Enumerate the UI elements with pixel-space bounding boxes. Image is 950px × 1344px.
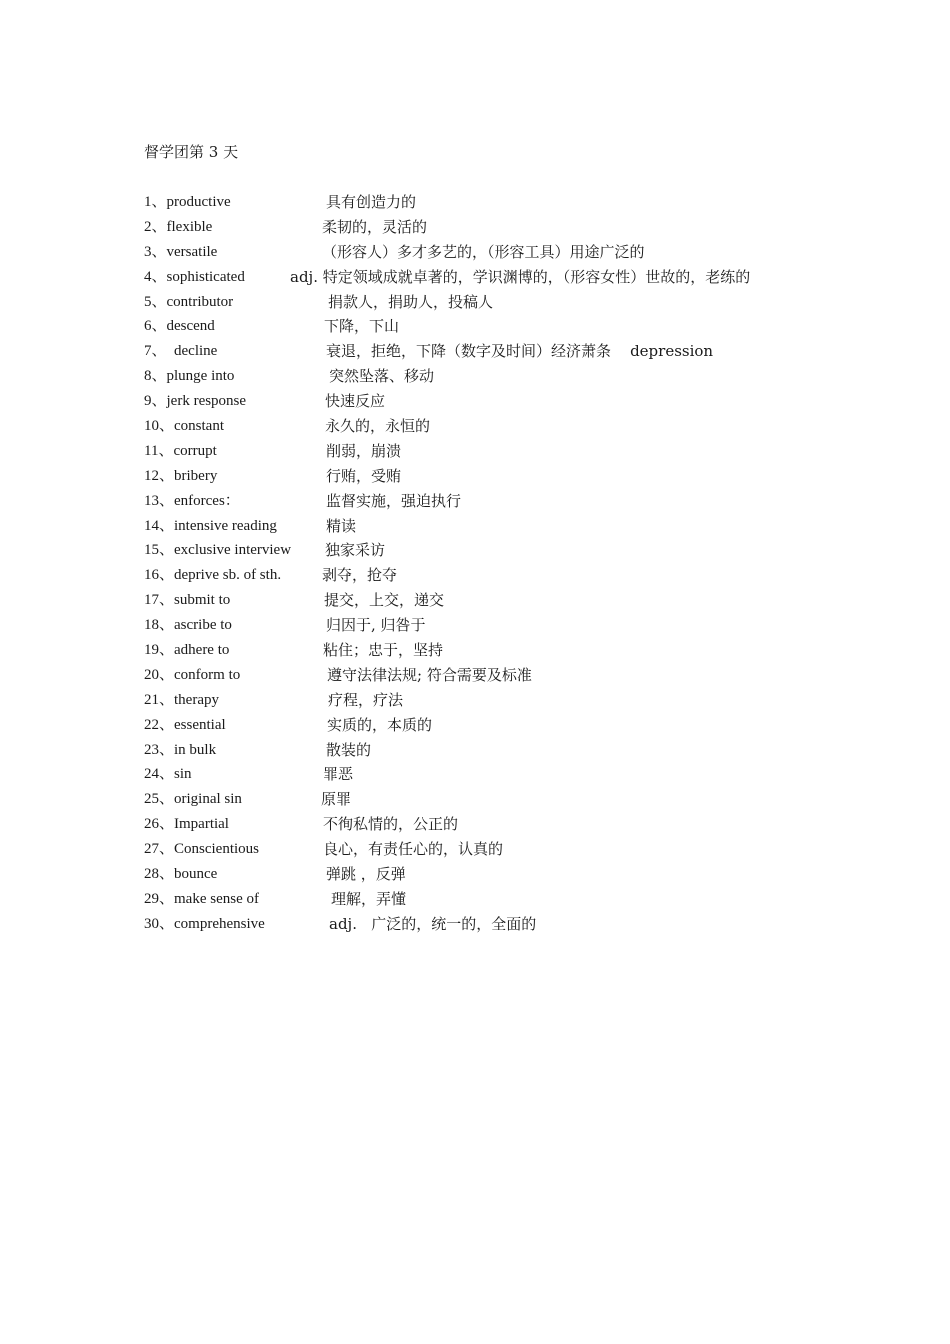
list-item xyxy=(144,764,824,789)
list-item xyxy=(144,540,824,565)
list-item xyxy=(144,416,824,441)
entry-definition: 剥夺，抢夺 xyxy=(322,566,398,585)
entry-definition: adj. 特定领域成就卓著的，学识渊博的，（形容女性）世故的，老练的 xyxy=(290,267,751,286)
entry-definition: 柔韧的，灵活的 xyxy=(322,217,428,236)
entry-term: 25、original sin xyxy=(144,791,242,808)
entry-definition: 下降，下山 xyxy=(324,317,400,336)
list-item xyxy=(144,690,824,715)
list-item xyxy=(144,441,824,466)
list-item xyxy=(144,565,824,590)
entry-definition: 精读 xyxy=(326,516,357,535)
entry-definition: 独家采访 xyxy=(325,541,386,560)
entry-term: 29、make sense of xyxy=(144,890,259,907)
list-item xyxy=(144,292,824,317)
list-item xyxy=(144,316,824,341)
list-item xyxy=(144,740,824,765)
list-item xyxy=(144,391,824,416)
entry-definition: adj. 广泛的，统一的，全面的 xyxy=(329,914,537,933)
list-item xyxy=(144,217,824,242)
list-item xyxy=(144,789,824,814)
entry-term: 28、bounce xyxy=(144,866,218,883)
entry-definition: 归因于, 归咎于 xyxy=(326,616,426,635)
entry-definition: 良心，有责任心的，认真的 xyxy=(323,840,504,859)
list-item xyxy=(144,466,824,491)
entry-definition: 粘住；忠于，坚持 xyxy=(323,641,444,660)
entry-term: 11、corrupt xyxy=(144,442,217,459)
entry-term: 21、therapy xyxy=(144,691,219,708)
entry-term: 8、plunge into xyxy=(144,368,235,385)
entry-definition: 弹跳 ，反弹 xyxy=(326,865,406,884)
entry-term: 27、Conscientious xyxy=(144,841,259,858)
entry-definition: 削弱，崩溃 xyxy=(326,441,402,460)
entry-definition: 理解，弄懂 xyxy=(331,889,407,908)
entry-definition: 衰退，拒绝，下降（数字及时间）经济萧条 depression xyxy=(326,342,714,361)
list-item xyxy=(144,864,824,889)
entry-term: 13、enforces： xyxy=(144,492,240,509)
entry-term: 23、in bulk xyxy=(144,741,217,758)
entry-term: 26、Impartial xyxy=(144,816,229,833)
entry-term: 16、deprive sb. of sth. xyxy=(144,567,282,584)
entry-definition: （形容人）多才多艺的，（形容工具）用途广泛的 xyxy=(322,242,645,261)
entry-definition: 不徇私情的，公正的 xyxy=(323,815,459,834)
entry-term: 10、constant xyxy=(144,418,224,435)
entry-term: 18、ascribe to xyxy=(144,617,232,634)
entry-definition: 具有创造力的 xyxy=(326,193,417,211)
entry-definition: 遵守法律法规; 符合需要及标准 xyxy=(327,665,532,684)
list-item xyxy=(144,889,824,914)
list-item xyxy=(144,715,824,740)
list-item xyxy=(144,192,824,217)
entry-term: 1、productive xyxy=(144,194,231,210)
entry-definition: 快速反应 xyxy=(325,392,386,411)
entry-term: 9、jerk response xyxy=(144,393,247,410)
entry-definition: 原罪 xyxy=(321,790,352,809)
list-item xyxy=(144,341,824,366)
vocabulary-list xyxy=(144,192,824,939)
entry-definition: 提交，上交，递交 xyxy=(324,591,445,610)
list-item xyxy=(144,267,824,292)
entry-term: 19、adhere to xyxy=(144,642,230,659)
entry-definition: 疗程，疗法 xyxy=(328,690,404,709)
list-item xyxy=(144,665,824,690)
entry-term: 6、descend xyxy=(144,318,215,335)
entry-term: 14、intensive reading xyxy=(144,517,277,534)
entry-term: 3、versatile xyxy=(144,243,218,260)
page-title: 督学团第 3 天 xyxy=(144,143,239,161)
entry-term: 17、submit to xyxy=(144,592,231,609)
list-item xyxy=(144,516,824,541)
entry-definition: 行贿，受贿 xyxy=(326,466,402,485)
list-item xyxy=(144,366,824,391)
entry-term: 22、essential xyxy=(144,716,226,733)
list-item xyxy=(144,839,824,864)
entry-definition: 永久的，永恒的 xyxy=(325,417,431,436)
list-item xyxy=(144,640,824,665)
entry-term: 15、exclusive interview xyxy=(144,542,292,559)
list-item xyxy=(144,615,824,640)
entry-term: 2、flexible xyxy=(144,218,213,235)
entry-definition: 突然坠落、移动 xyxy=(329,367,435,386)
entry-term: 4、sophisticated xyxy=(144,268,245,285)
list-item xyxy=(144,242,824,267)
entry-term: 20、conform to xyxy=(144,666,241,683)
list-item xyxy=(144,491,824,516)
entry-term: 12、bribery xyxy=(144,467,218,484)
entry-definition: 捐款人，捐助人，投稿人 xyxy=(328,292,494,311)
entry-term: 5、contributor xyxy=(144,293,234,310)
entry-term: 7、 decline xyxy=(144,343,218,360)
list-item xyxy=(144,590,824,615)
entry-definition: 罪恶 xyxy=(323,765,354,784)
entry-definition: 实质的，本质的 xyxy=(327,715,433,734)
entry-definition: 监督实施，强迫执行 xyxy=(326,491,462,510)
entry-term: 30、comprehensive xyxy=(144,915,265,932)
list-item xyxy=(144,914,824,939)
entry-definition: 散装的 xyxy=(326,740,372,759)
entry-term: 24、sin xyxy=(144,766,192,783)
list-item xyxy=(144,814,824,839)
